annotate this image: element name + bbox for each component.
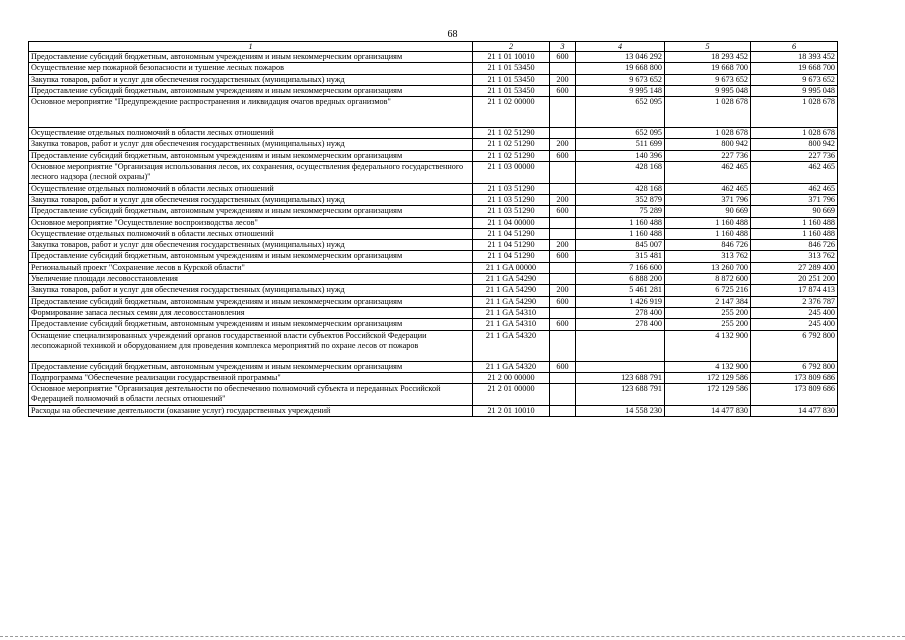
row-amount-col5-cell: 172 129 586 — [665, 372, 751, 383]
row-amount-col5-cell: 4 132 900 — [665, 361, 751, 372]
row-expense-type-cell — [550, 228, 576, 239]
row-expense-type-cell: 600 — [550, 85, 576, 96]
table-row — [29, 361, 838, 372]
table-row — [29, 330, 838, 361]
row-name-cell: Осуществление отдельных полномочий в области лесных отношений — [29, 183, 473, 194]
row-amount-col4-cell: 13 046 292 — [576, 52, 665, 63]
row-amount-col6-cell: 19 668 700 — [751, 63, 838, 74]
table-row — [29, 228, 838, 239]
row-name-cell: Увеличение площади лесовосстановления — [29, 274, 473, 285]
table-row — [29, 97, 838, 128]
table-row — [29, 274, 838, 285]
row-name-cell: Основное мероприятие "Предупреждение распространения и ликвидация очагов вредных организмов" — [29, 97, 473, 128]
table-row — [29, 372, 838, 383]
row-amount-col5-cell: 6 725 216 — [665, 285, 751, 296]
row-expense-type-cell: 200 — [550, 74, 576, 85]
row-amount-col4-cell: 9 995 148 — [576, 85, 665, 96]
row-amount-col6-cell: 90 669 — [751, 206, 838, 217]
table-row — [29, 405, 838, 416]
row-expense-type-cell — [550, 307, 576, 318]
row-amount-col6-cell: 227 736 — [751, 150, 838, 161]
row-code-cell: 21 1 01 10010 — [473, 52, 550, 63]
row-code-cell: 21 1 GA 54290 — [473, 296, 550, 307]
column-header-4: 4 — [576, 42, 665, 52]
row-amount-col6-cell: 1 160 488 — [751, 217, 838, 228]
budget-table-body — [29, 42, 838, 417]
row-amount-col5-cell: 1 160 488 — [665, 228, 751, 239]
row-expense-type-cell — [550, 128, 576, 139]
table-row — [29, 285, 838, 296]
row-expense-type-cell — [550, 384, 576, 406]
row-amount-col5-cell: 255 200 — [665, 307, 751, 318]
row-name-cell: Расходы на обеспечение деятельности (оказание услуг) государственных учреждений — [29, 405, 473, 416]
row-expense-type-cell — [550, 405, 576, 416]
row-code-cell: 21 2 01 00000 — [473, 384, 550, 406]
row-amount-col5-cell: 255 200 — [665, 319, 751, 330]
row-amount-col5-cell: 846 726 — [665, 240, 751, 251]
row-code-cell: 21 2 01 10010 — [473, 405, 550, 416]
row-amount-col5-cell: 90 669 — [665, 206, 751, 217]
row-expense-type-cell: 200 — [550, 240, 576, 251]
row-amount-col5-cell: 462 465 — [665, 162, 751, 184]
row-code-cell: 21 1 04 00000 — [473, 217, 550, 228]
table-row — [29, 251, 838, 262]
row-amount-col6-cell: 846 726 — [751, 240, 838, 251]
row-expense-type-cell: 200 — [550, 139, 576, 150]
row-amount-col5-cell: 313 762 — [665, 251, 751, 262]
row-name-cell: Предоставление субсидий бюджетным, автономным учреждениям и иным некоммерческим организациям — [29, 85, 473, 96]
row-expense-type-cell: 600 — [550, 150, 576, 161]
page-number: 68 — [447, 29, 458, 40]
row-code-cell: 21 1 GA 00000 — [473, 262, 550, 273]
table-row — [29, 262, 838, 273]
row-amount-col6-cell: 9 995 048 — [751, 85, 838, 96]
row-name-cell: Осуществление отдельных полномочий в области лесных отношений — [29, 128, 473, 139]
row-amount-col4-cell: 7 166 600 — [576, 262, 665, 273]
row-amount-col5-cell: 13 260 700 — [665, 262, 751, 273]
table-row — [29, 85, 838, 96]
row-amount-col4-cell: 75 289 — [576, 206, 665, 217]
row-code-cell: 21 1 GA 54320 — [473, 330, 550, 361]
row-amount-col6-cell: 245 400 — [751, 319, 838, 330]
row-expense-type-cell: 600 — [550, 361, 576, 372]
row-code-cell: 21 1 04 51290 — [473, 228, 550, 239]
table-row — [29, 217, 838, 228]
row-amount-col6-cell: 1 028 678 — [751, 128, 838, 139]
row-name-cell: Закупка товаров, работ и услуг для обеспечения государственных (муниципальных) нужд — [29, 285, 473, 296]
row-amount-col5-cell: 371 796 — [665, 194, 751, 205]
row-expense-type-cell — [550, 330, 576, 361]
row-amount-col4-cell: 511 699 — [576, 139, 665, 150]
row-code-cell: 21 1 01 53450 — [473, 74, 550, 85]
row-name-cell: Основное мероприятие "Организация деятельности по обеспечению полномочий субъекта и переданных Российской Федерацией полномочий в области лесных отношений" — [29, 384, 473, 406]
row-amount-col4-cell: 352 879 — [576, 194, 665, 205]
row-amount-col5-cell: 1 160 488 — [665, 217, 751, 228]
row-expense-type-cell — [550, 274, 576, 285]
column-number-row — [29, 42, 838, 52]
row-name-cell: Оснащение специализированных учреждений органов государственной власти субъектов Российской Федерации лесопожарной техникой и оборудованием для проведения комплекса мероприятий по охране лесов от пожаров — [29, 330, 473, 361]
row-code-cell: 21 1 GA 54310 — [473, 307, 550, 318]
row-amount-col5-cell: 462 465 — [665, 183, 751, 194]
row-code-cell: 21 1 02 51290 — [473, 128, 550, 139]
row-code-cell: 21 1 01 53450 — [473, 85, 550, 96]
row-name-cell: Закупка товаров, работ и услуг для обеспечения государственных (муниципальных) нужд — [29, 194, 473, 205]
row-amount-col4-cell: 278 400 — [576, 307, 665, 318]
row-amount-col6-cell: 6 792 800 — [751, 330, 838, 361]
row-amount-col4-cell — [576, 361, 665, 372]
row-amount-col4-cell: 9 673 652 — [576, 74, 665, 85]
table-row — [29, 74, 838, 85]
row-name-cell: Региональный проект "Сохранение лесов в Курской области" — [29, 262, 473, 273]
table-row — [29, 128, 838, 139]
row-code-cell: 21 1 04 51290 — [473, 240, 550, 251]
row-amount-col5-cell: 227 736 — [665, 150, 751, 161]
row-expense-type-cell: 600 — [550, 52, 576, 63]
row-name-cell: Предоставление субсидий бюджетным, автономным учреждениям и иным некоммерческим организациям — [29, 206, 473, 217]
row-amount-col6-cell: 1 028 678 — [751, 97, 838, 128]
row-amount-col6-cell: 173 809 686 — [751, 384, 838, 406]
row-amount-col6-cell: 18 393 452 — [751, 52, 838, 63]
column-header-6: 6 — [751, 42, 838, 52]
row-amount-col6-cell: 371 796 — [751, 194, 838, 205]
table-row — [29, 296, 838, 307]
table-row — [29, 183, 838, 194]
row-name-cell: Предоставление субсидий бюджетным, автономным учреждениям и иным некоммерческим организациям — [29, 150, 473, 161]
row-expense-type-cell — [550, 372, 576, 383]
table-row — [29, 150, 838, 161]
row-amount-col5-cell: 1 028 678 — [665, 128, 751, 139]
row-name-cell: Подпрограмма "Обеспечение реализации государственной программы" — [29, 372, 473, 383]
row-expense-type-cell: 600 — [550, 251, 576, 262]
row-amount-col4-cell: 1 160 488 — [576, 228, 665, 239]
table-row — [29, 206, 838, 217]
row-amount-col5-cell: 9 673 652 — [665, 74, 751, 85]
row-amount-col6-cell: 6 792 800 — [751, 361, 838, 372]
row-amount-col6-cell: 9 673 652 — [751, 74, 838, 85]
row-name-cell: Предоставление субсидий бюджетным, автономным учреждениям и иным некоммерческим организациям — [29, 52, 473, 63]
row-code-cell: 21 1 01 53450 — [473, 63, 550, 74]
row-code-cell: 21 1 03 51290 — [473, 206, 550, 217]
page-bottom-edge — [0, 636, 905, 637]
row-amount-col6-cell: 17 874 413 — [751, 285, 838, 296]
row-expense-type-cell: 600 — [550, 206, 576, 217]
row-amount-col5-cell: 4 132 900 — [665, 330, 751, 361]
row-amount-col5-cell: 1 028 678 — [665, 97, 751, 128]
row-name-cell: Основное мероприятие "Организация использования лесов, их сохранения, осуществления федерального государственного лесного надзора (лесной охраны)" — [29, 162, 473, 184]
column-header-1: 1 — [29, 42, 473, 52]
row-name-cell: Формирование запаса лесных семян для лесовосстановления — [29, 307, 473, 318]
row-name-cell: Осуществление отдельных полномочий в области лесных отношений — [29, 228, 473, 239]
row-amount-col4-cell: 652 095 — [576, 128, 665, 139]
row-amount-col5-cell: 14 477 830 — [665, 405, 751, 416]
row-code-cell: 21 1 GA 54290 — [473, 274, 550, 285]
row-code-cell: 21 1 03 51290 — [473, 183, 550, 194]
row-amount-col6-cell: 14 477 830 — [751, 405, 838, 416]
table-row — [29, 307, 838, 318]
row-name-cell: Предоставление субсидий бюджетным, автономным учреждениям и иным некоммерческим организациям — [29, 251, 473, 262]
row-amount-col5-cell: 800 942 — [665, 139, 751, 150]
row-amount-col5-cell: 18 293 452 — [665, 52, 751, 63]
row-amount-col5-cell: 172 129 586 — [665, 384, 751, 406]
row-amount-col4-cell: 652 095 — [576, 97, 665, 128]
row-amount-col5-cell: 2 147 384 — [665, 296, 751, 307]
row-amount-col6-cell: 1 160 488 — [751, 228, 838, 239]
row-expense-type-cell — [550, 162, 576, 184]
row-name-cell: Предоставление субсидий бюджетным, автономным учреждениям и иным некоммерческим организациям — [29, 319, 473, 330]
row-amount-col4-cell: 315 481 — [576, 251, 665, 262]
column-header-3: 3 — [550, 42, 576, 52]
table-row — [29, 194, 838, 205]
column-header-2: 2 — [473, 42, 550, 52]
row-code-cell: 21 1 02 51290 — [473, 139, 550, 150]
row-amount-col4-cell: 5 461 281 — [576, 285, 665, 296]
row-expense-type-cell: 200 — [550, 194, 576, 205]
table-row — [29, 384, 838, 406]
row-name-cell: Основное мероприятие "Осуществление воспроизводства лесов" — [29, 217, 473, 228]
row-amount-col5-cell: 9 995 048 — [665, 85, 751, 96]
table-row — [29, 240, 838, 251]
row-name-cell: Осуществление мер пожарной безопасности и тушение лесных пожаров — [29, 63, 473, 74]
row-code-cell: 21 1 04 51290 — [473, 251, 550, 262]
row-expense-type-cell — [550, 262, 576, 273]
row-expense-type-cell: 200 — [550, 285, 576, 296]
row-amount-col6-cell: 27 289 400 — [751, 262, 838, 273]
table-row — [29, 139, 838, 150]
row-expense-type-cell — [550, 97, 576, 128]
row-code-cell: 21 2 00 00000 — [473, 372, 550, 383]
row-amount-col4-cell: 19 668 800 — [576, 63, 665, 74]
column-header-5: 5 — [665, 42, 751, 52]
row-amount-col4-cell: 1 426 919 — [576, 296, 665, 307]
row-expense-type-cell — [550, 217, 576, 228]
row-code-cell: 21 1 GA 54310 — [473, 319, 550, 330]
row-amount-col4-cell: 428 168 — [576, 162, 665, 184]
row-amount-col4-cell: 278 400 — [576, 319, 665, 330]
row-amount-col6-cell: 173 809 686 — [751, 372, 838, 383]
row-code-cell: 21 1 02 51290 — [473, 150, 550, 161]
row-name-cell: Предоставление субсидий бюджетным, автономным учреждениям и иным некоммерческим организациям — [29, 296, 473, 307]
row-amount-col6-cell: 245 400 — [751, 307, 838, 318]
row-amount-col4-cell: 6 888 200 — [576, 274, 665, 285]
row-code-cell: 21 1 GA 54320 — [473, 361, 550, 372]
row-expense-type-cell — [550, 63, 576, 74]
row-amount-col4-cell: 845 007 — [576, 240, 665, 251]
row-amount-col5-cell: 19 668 700 — [665, 63, 751, 74]
row-name-cell: Закупка товаров, работ и услуг для обеспечения государственных (муниципальных) нужд — [29, 240, 473, 251]
table-row — [29, 52, 838, 63]
row-code-cell: 21 1 GA 54290 — [473, 285, 550, 296]
row-name-cell: Предоставление субсидий бюджетным, автономным учреждениям и иным некоммерческим организациям — [29, 361, 473, 372]
row-amount-col6-cell: 20 251 200 — [751, 274, 838, 285]
budget-table — [28, 41, 838, 417]
table-row — [29, 319, 838, 330]
row-code-cell: 21 1 02 00000 — [473, 97, 550, 128]
row-expense-type-cell — [550, 183, 576, 194]
row-amount-col6-cell: 800 942 — [751, 139, 838, 150]
table-row — [29, 63, 838, 74]
row-amount-col4-cell — [576, 330, 665, 361]
row-name-cell: Закупка товаров, работ и услуг для обеспечения государственных (муниципальных) нужд — [29, 74, 473, 85]
row-amount-col5-cell: 8 872 600 — [665, 274, 751, 285]
row-amount-col4-cell: 123 688 791 — [576, 372, 665, 383]
table-row — [29, 162, 838, 184]
row-amount-col6-cell: 313 762 — [751, 251, 838, 262]
row-amount-col4-cell: 14 558 230 — [576, 405, 665, 416]
row-name-cell: Закупка товаров, работ и услуг для обеспечения государственных (муниципальных) нужд — [29, 139, 473, 150]
row-code-cell: 21 1 03 51290 — [473, 194, 550, 205]
row-amount-col4-cell: 1 160 488 — [576, 217, 665, 228]
row-amount-col4-cell: 428 168 — [576, 183, 665, 194]
row-expense-type-cell: 600 — [550, 319, 576, 330]
row-amount-col4-cell: 123 688 791 — [576, 384, 665, 406]
row-amount-col4-cell: 140 396 — [576, 150, 665, 161]
row-amount-col6-cell: 462 465 — [751, 162, 838, 184]
row-expense-type-cell: 600 — [550, 296, 576, 307]
row-amount-col6-cell: 2 376 787 — [751, 296, 838, 307]
row-amount-col6-cell: 462 465 — [751, 183, 838, 194]
row-code-cell: 21 1 03 00000 — [473, 162, 550, 184]
